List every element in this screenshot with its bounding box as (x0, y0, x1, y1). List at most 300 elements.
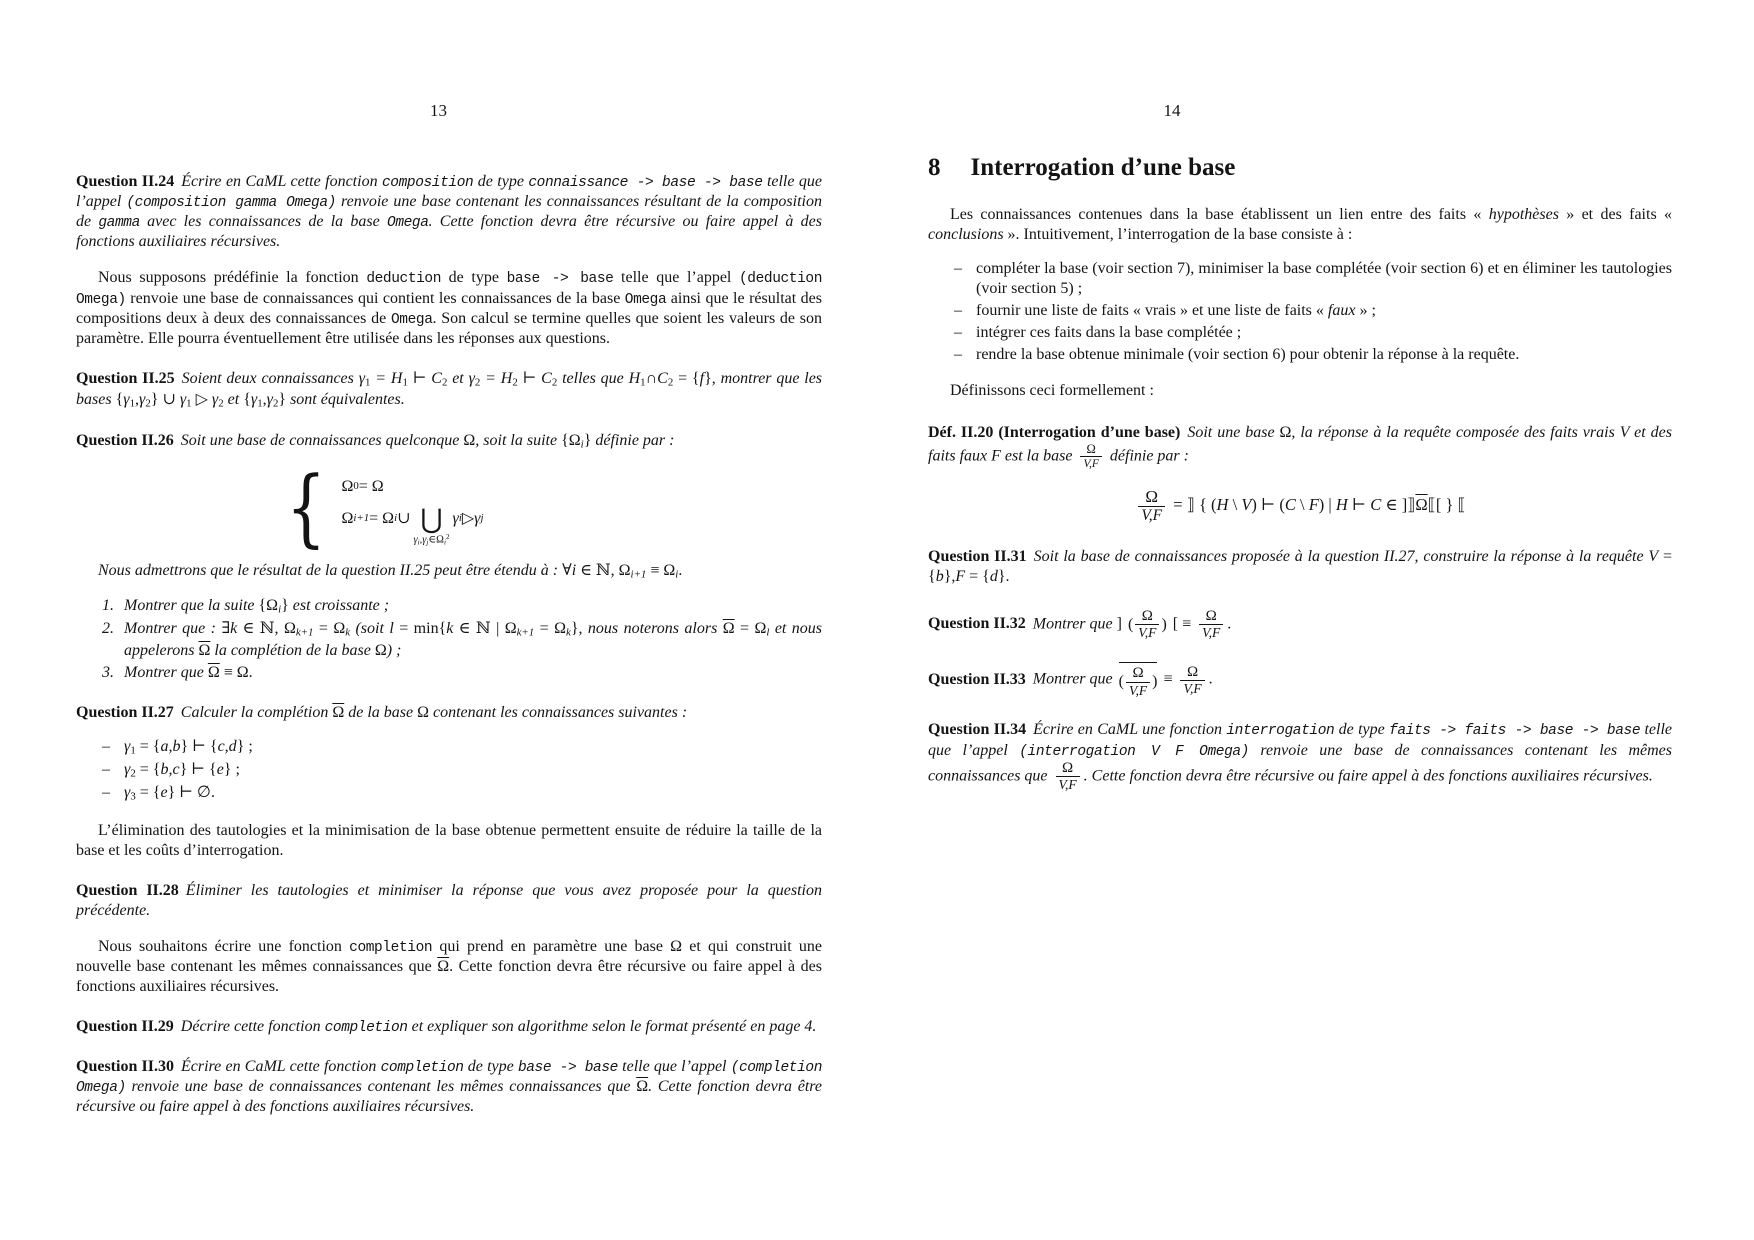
text-run: ⊢ (1347, 495, 1371, 515)
text-run: C (1284, 495, 1296, 515)
text-run: = Ω (534, 620, 566, 638)
text-run: \ (1228, 495, 1242, 515)
list-item (102, 737, 822, 758)
text-run: ⊢ (517, 369, 542, 387)
text-run: Montrer que : (124, 620, 222, 638)
text-run: de type (441, 269, 507, 287)
text-run: γ (124, 760, 131, 778)
text-run: = { (135, 760, 161, 778)
text-run: telle que l’appel (76, 173, 823, 211)
text-run: hypothèses (1488, 206, 1559, 224)
page-number: 14 (1163, 101, 1181, 120)
question-II24 (76, 172, 822, 252)
list (102, 596, 822, 683)
text-run: ∀ (562, 561, 572, 579)
text-run: Calculer la complétion (180, 703, 333, 721)
list-marker: – (954, 346, 962, 364)
text-run: = { (135, 784, 161, 802)
list-marker: – (102, 784, 110, 802)
text-run: composition (382, 175, 474, 191)
text-run: renvoie une base contenant les connaissances résultant de la composition de (76, 193, 822, 231)
text-run: H (500, 369, 513, 387)
text-run: base -> base (517, 1059, 618, 1076)
text-run: γ (452, 509, 459, 527)
question-II34 (928, 720, 1672, 792)
text-run: 1 (129, 397, 135, 410)
text-run: V (1619, 424, 1630, 442)
text-run: Soit une base (1187, 424, 1280, 442)
text-run: γ (413, 534, 418, 546)
text-run: {Ω (561, 432, 581, 450)
text-run: f (699, 369, 705, 387)
text-run: Ω (417, 703, 429, 721)
fraction-omega-vf: $\frac{\Omega}{V,F}$ (1197, 609, 1225, 641)
text-run: }, (704, 369, 721, 387)
text-run: k+1 (295, 627, 314, 640)
question-II29 (76, 1017, 822, 1037)
text-run: } ⊢ { (179, 760, 217, 778)
text-run: faits -> faits -> base -> base (1389, 723, 1641, 740)
text-run: telles que (557, 369, 629, 387)
text-run: Question II.31 (928, 547, 1027, 565)
text-run: i (675, 568, 679, 581)
text-run: γ (250, 391, 258, 409)
text-run: e (160, 784, 168, 802)
text-run: Ω (463, 432, 476, 450)
fraction-omega-vf: $\frac{\Omega}{V,F}$ (1054, 761, 1082, 793)
text-run: Montrer que (1032, 615, 1117, 633)
text-run: γ (139, 391, 146, 409)
text-run: completion (324, 1019, 408, 1036)
text-run: (interrogation V F Omega) (1019, 743, 1249, 760)
text-run: . Cette fonction devra être récursive ou faire appel à des fonctions auxiliaires récursives. (76, 957, 823, 995)
text-run: sont équivalentes. (286, 391, 405, 409)
text-run: , soit la suite (475, 432, 562, 450)
text-run: b,c (160, 760, 180, 778)
question-II30 (76, 1057, 822, 1117)
text-run: γ (474, 509, 481, 527)
text-run: C (541, 369, 552, 387)
text-run: } ; (236, 737, 253, 755)
text-run: . (1208, 671, 1213, 689)
text-run: base -> base (506, 271, 614, 288)
fraction-omega-vf: $\frac{\Omega}{V,F}$ (1078, 443, 1103, 470)
fraction-omega-vf: $\frac{\Omega}{V,F}$ (1136, 488, 1167, 524)
brace: { (286, 457, 327, 556)
text-run: }. (997, 567, 1010, 585)
text-run: b (935, 567, 944, 585)
text-run: fournir une liste de faits « vrais » et une liste de faits « (976, 302, 1328, 320)
list-marker: 3. (102, 663, 114, 681)
text-run: ∈ ℕ (576, 561, 611, 579)
text-run: ⟦[ } ⟦ (1427, 495, 1466, 515)
text-run: {Ω (258, 597, 279, 614)
text-run: 3 (130, 790, 136, 803)
text-run: } (150, 391, 159, 409)
text-run: i (580, 439, 584, 452)
text-run: montrer que les bases (76, 369, 823, 409)
text-run: avec les connaissances de la base (139, 213, 388, 231)
text-run: Omega (624, 291, 667, 308)
text-run: » et des faits « (1558, 206, 1673, 224)
text-run: { (115, 391, 124, 409)
text-run: Question II.25 (76, 369, 175, 387)
text-run: Question II.34 (928, 721, 1027, 739)
list-marker: – (954, 302, 962, 320)
text-run: Question II.28 (76, 881, 179, 899)
text-run: k+1 (516, 627, 535, 640)
text-run: c,d (217, 737, 237, 755)
question-II26 (76, 431, 822, 452)
text-run: γ (124, 784, 131, 802)
text-run: }, (943, 567, 956, 585)
text-run: 2 (441, 376, 448, 389)
text-run: ▷ (191, 391, 212, 409)
text-run: interrogation (1226, 723, 1335, 740)
text-run: ▷ (461, 509, 475, 527)
text-run: telle que l’appel (617, 1057, 731, 1075)
text-run: H (1216, 495, 1229, 515)
page-14-content (928, 146, 1672, 793)
text-run: (soit (350, 620, 390, 638)
text-run: Décrire cette fonction (180, 1017, 325, 1035)
union-operator: ⋃ $\gamma_i,\gamma_j\in\Omega_i^2$ (413, 503, 450, 546)
text-run: l (766, 627, 770, 640)
text-run: Question II.29 (76, 1017, 174, 1035)
paragraph-elimination (76, 821, 822, 861)
text-run: 2 (512, 376, 518, 389)
question-II25 (76, 369, 822, 412)
text-run: Écrire en CaML cette fonction (181, 173, 382, 190)
text-run: 1 (402, 376, 408, 389)
section-title: Interrogation d’une base (970, 154, 1236, 181)
text-run: e (216, 760, 224, 778)
text-run: ∈Ω (428, 534, 444, 546)
paragraph-deduction (76, 268, 822, 348)
list-marker: 1. (102, 597, 114, 614)
text-run: 1 (130, 744, 136, 757)
text-run: ainsi que le résultat des compositions deux à deux des connaissances de (76, 289, 822, 327)
text-run: Nous souhaitons écrire une fonction (98, 937, 350, 955)
text-run: k (565, 627, 571, 640)
list-item (102, 783, 822, 804)
text-run: ] (1116, 615, 1126, 633)
text-run: contenant les connaissances suivantes : (428, 703, 688, 721)
text-run: k (230, 620, 238, 638)
text-run: $\overline{\Omega}$ (722, 620, 735, 638)
text-run: ⊢ (407, 369, 432, 387)
list-item (954, 345, 1672, 365)
text-run: $\overline{\Omega}$ (332, 703, 345, 721)
page-number: 13 (430, 101, 447, 120)
text-run: = ⟧ { ( (1169, 495, 1217, 515)
text-run: C (431, 369, 442, 387)
list-marker: – (102, 737, 110, 755)
list-marker: – (954, 324, 962, 342)
cases-formula (286, 457, 822, 556)
text-run: = Ω (358, 477, 384, 495)
text-run: k (446, 620, 454, 638)
text-run: » ; (1355, 302, 1376, 320)
text-run: deduction (366, 271, 442, 288)
text-run: ) ⊢ ( (1251, 495, 1285, 515)
text-run: . (1227, 615, 1232, 633)
text-run: γ (266, 391, 273, 409)
text-run: telle que l’appel (613, 269, 739, 287)
list-marker: – (102, 760, 110, 778)
text-run: ∃ (221, 620, 231, 638)
text-run: \ (1295, 495, 1309, 515)
text-run: = { (965, 567, 990, 585)
text-run: Nous admettrons que le résultat de la question II.25 peut être étendu à : (98, 561, 563, 579)
text-run: ∈ ]⟧ (1381, 495, 1416, 515)
text-run: renvoie une base de connaissances contenant les mêmes connaissances que (928, 741, 1672, 785)
text-run: . Cette fonction devra être récursive ou faire appel à des fonctions auxiliaires récursives. (76, 1077, 822, 1116)
text-run: 1 (257, 397, 263, 410)
text-run: Question II.33 (928, 671, 1026, 689)
text-run: Question II.27 (76, 703, 174, 721)
list-item (102, 619, 822, 660)
section-number: 8 (928, 154, 941, 181)
text-run: ) ; (386, 641, 402, 659)
text-run: Omega (390, 311, 433, 328)
text-run: i+1 (353, 511, 370, 524)
text-run: et des faits faux (928, 424, 1672, 465)
question-II27 (76, 703, 822, 723)
text-run: Ω (341, 477, 354, 495)
text-run: Omega (387, 215, 429, 232)
text-run: Montrer que (124, 663, 208, 681)
text-run: 2 (667, 376, 674, 389)
text-run: Soit la base de connaissances proposée à la question II.27, construire la réponse à la requête (1033, 547, 1649, 565)
text-run: 1 (365, 376, 371, 389)
text-run: = Ω (313, 620, 346, 638)
text-run: i (443, 537, 446, 546)
text-run: F (991, 447, 1001, 465)
text-run: compléter la base (voir section 7), minimiser la base complétée (voir section 6) et en éliminer les tautologies (voir section 5) ; (976, 260, 1672, 298)
text-run: , Ω (610, 561, 631, 579)
text-run: } ; (223, 760, 240, 778)
text-run: Déf. II.20 (Interrogation d’une base) (928, 424, 1181, 442)
text-run: = { (135, 737, 161, 755)
text-run: 2 (218, 397, 224, 410)
text-run: 2 (474, 376, 481, 389)
text-run: ≡ Ω (646, 561, 676, 579)
text-run: ∩ (645, 369, 658, 387)
text-run: connaissance -> base -> base (528, 175, 763, 191)
text-run: renvoie une base de connaissances contenant les mêmes connaissances que (125, 1077, 637, 1095)
list (102, 737, 822, 805)
text-run: et expliquer son algorithme selon le format présenté en page 4. (407, 1017, 817, 1035)
text-run: a,b (160, 737, 181, 755)
list-marker: 2. (102, 620, 114, 638)
text-run: Écrire en CaML cette fonction (181, 1057, 381, 1075)
text-run: γ (468, 369, 475, 387)
text-run: Ω (374, 641, 387, 659)
text-run: = { (673, 369, 700, 387)
text-run: j (426, 537, 429, 546)
text-run: γ (358, 369, 366, 387)
text-run: de type (1334, 721, 1390, 739)
text-run: ». Intuitivement, l’interrogation de la base consiste à : (1003, 226, 1353, 244)
text-run: Question II.26 (76, 432, 174, 450)
list-marker: – (954, 260, 962, 278)
text-run: gamma (98, 215, 140, 232)
text-run: = Ω (734, 620, 767, 638)
paragraph-admettrons (76, 561, 822, 582)
text-run: et nous appelerons (124, 620, 823, 659)
text-run: Éliminer les tautologies et minimiser la réponse que vous avez proposée pour la question précédente. (76, 881, 823, 919)
text-run: Montrer que la suite (124, 597, 259, 614)
section-heading (928, 152, 1672, 183)
text-run: et (223, 391, 244, 409)
text-run: , la réponse à la requête composée des faits vrais (1291, 424, 1620, 442)
text-run: completion (349, 939, 433, 956)
text-run: qui prend en paramètre une base Ω et qui construit une nouvelle base contenant les mêmes connaissances que (76, 937, 823, 975)
list-item (954, 301, 1672, 321)
text-run: définie par : (591, 432, 675, 450)
text-run: l (389, 620, 394, 638)
text-run: telle que l’appel (928, 721, 1673, 759)
text-run: et (447, 369, 469, 387)
question-II31 (928, 547, 1672, 587)
list-item (954, 259, 1672, 299)
text-run: , (135, 391, 139, 409)
text-run: H (628, 369, 641, 387)
text-run: la complétion de la base (210, 641, 375, 659)
text-run: = (480, 369, 501, 387)
text-run: $\overline{\Omega}$ (437, 957, 450, 975)
text-run: 2 (272, 397, 279, 410)
text-run: Soit une base de connaissances quelconque (180, 432, 464, 450)
text-run: de type (463, 1057, 518, 1075)
text-run: ∈ ℕ | Ω (453, 620, 517, 638)
text-run: $\overline{\Omega}$ (636, 1077, 649, 1095)
text-run: ,γ (419, 534, 427, 546)
text-run: Soient deux connaissances (181, 369, 359, 387)
page-13-content (76, 152, 822, 1117)
fraction-omega-vf: ( $\frac{\Omega}{V,F}$ ) (1127, 607, 1167, 641)
text-run: Question II.24 (76, 173, 175, 190)
text-run: rendre la base obtenue minimale (voir section 6) pour obtenir la réponse à la requête. (976, 346, 1520, 364)
text-run: de la base (344, 703, 418, 721)
text-run: ≡ Ω. (219, 663, 253, 681)
text-run: } (278, 391, 287, 409)
text-run: i (571, 561, 577, 579)
definition-II20 (928, 423, 1672, 470)
text-run: } ⊢ { (180, 737, 218, 755)
text-run: i+1 (630, 568, 647, 581)
paragraph-completion (76, 937, 822, 997)
text-run: γ (211, 391, 219, 409)
text-run: 1 (186, 397, 192, 410)
text-run: ∪ (397, 509, 411, 527)
text-run: } (281, 597, 289, 614)
text-run: $\overline{\Omega}$ (198, 641, 211, 659)
text-run: Ω (341, 509, 354, 527)
text-run: Question II.30 (76, 1057, 174, 1075)
text-run: Les connaissances contenues dans la base établissent un lien entre des faits « (950, 206, 1489, 224)
question-II33 (928, 662, 1672, 698)
text-run: i (278, 603, 282, 616)
text-run: 2 (130, 767, 136, 780)
text-run: = Ω (369, 509, 395, 527)
text-run: (completion Omega) (76, 1059, 823, 1096)
text-run: i (458, 511, 462, 524)
text-run: Question II.32 (928, 615, 1026, 633)
text-run: F (955, 567, 966, 585)
text-run: 2 (551, 376, 558, 389)
text-run: [ ≡ (1168, 615, 1196, 633)
paragraph-intro (928, 205, 1672, 245)
text-run: ∈ ℕ, Ω (237, 620, 296, 638)
text-run: H (390, 369, 403, 387)
text-run: 0 (353, 479, 359, 492)
text-run: . Cette fonction devra être récursive ou faire appel à des fonctions auxiliaires récursives. (76, 213, 822, 251)
text-run: faux (1327, 302, 1356, 320)
text-run: $\overline{\Omega}$ (207, 663, 220, 681)
text-run: . Son calcul se termine quelles que soient les valeurs de son paramètre. Elle pourra éventuellement être utilisée dans les réponses aux questions. (76, 309, 823, 347)
text-run: est la base (1000, 447, 1077, 465)
text-run: } (570, 620, 579, 638)
text-run: ≡ (1159, 671, 1177, 689)
text-run: C (657, 369, 668, 387)
question-II28 (76, 881, 822, 921)
text-run: j (480, 511, 484, 524)
text-run: F (1308, 495, 1319, 515)
text-run: ∪ (158, 391, 180, 409)
text-run: = (370, 369, 391, 387)
text-run: Écrire en CaML une fonction (1033, 721, 1227, 739)
text-run: 2 (145, 397, 151, 410)
text-run: d (989, 567, 998, 585)
text-run: V (1241, 495, 1252, 515)
text-run: V (1648, 547, 1659, 565)
text-run: intégrer ces faits dans la base complétée ; (976, 324, 1242, 342)
text-run: . (678, 561, 683, 579)
text-run: Ω (1279, 424, 1292, 442)
text-run: (composition gamma Omega) (126, 195, 336, 212)
text-run: , (262, 391, 267, 409)
text-run: = { (928, 547, 1673, 585)
text-run: $\overline{\Omega}$ (1415, 495, 1428, 515)
text-run: renvoie une base de connaissances qui contient les connaissances de la base (125, 289, 625, 307)
text-run: Montrer que (1032, 671, 1117, 689)
text-run: Nous supposons prédéfinie la fonction (98, 269, 367, 287)
list-item (102, 760, 822, 781)
text-run: { (243, 391, 251, 409)
text-run: de type (473, 173, 529, 190)
text-run: , nous noterons alors (578, 620, 723, 638)
text-run: Définissons ceci formellement : (950, 382, 1154, 400)
text-run: C (1370, 495, 1382, 515)
text-run: = min{ (393, 620, 447, 638)
text-run: } (583, 432, 592, 450)
text-run: (deduction Omega) (76, 271, 823, 308)
text-run: γ (179, 391, 187, 409)
text-run: } ⊢ ∅. (167, 784, 215, 802)
text-run: completion (380, 1059, 464, 1076)
text-run: γ (124, 737, 131, 755)
page-14 (877, 0, 1754, 1240)
text-run: 2 (445, 532, 450, 541)
list (954, 259, 1672, 365)
list-item (102, 596, 822, 617)
paragraph-definissons (928, 381, 1672, 401)
list-item (954, 323, 1672, 343)
text-run: est croissante ; (288, 597, 390, 614)
text-run: k (345, 627, 351, 640)
